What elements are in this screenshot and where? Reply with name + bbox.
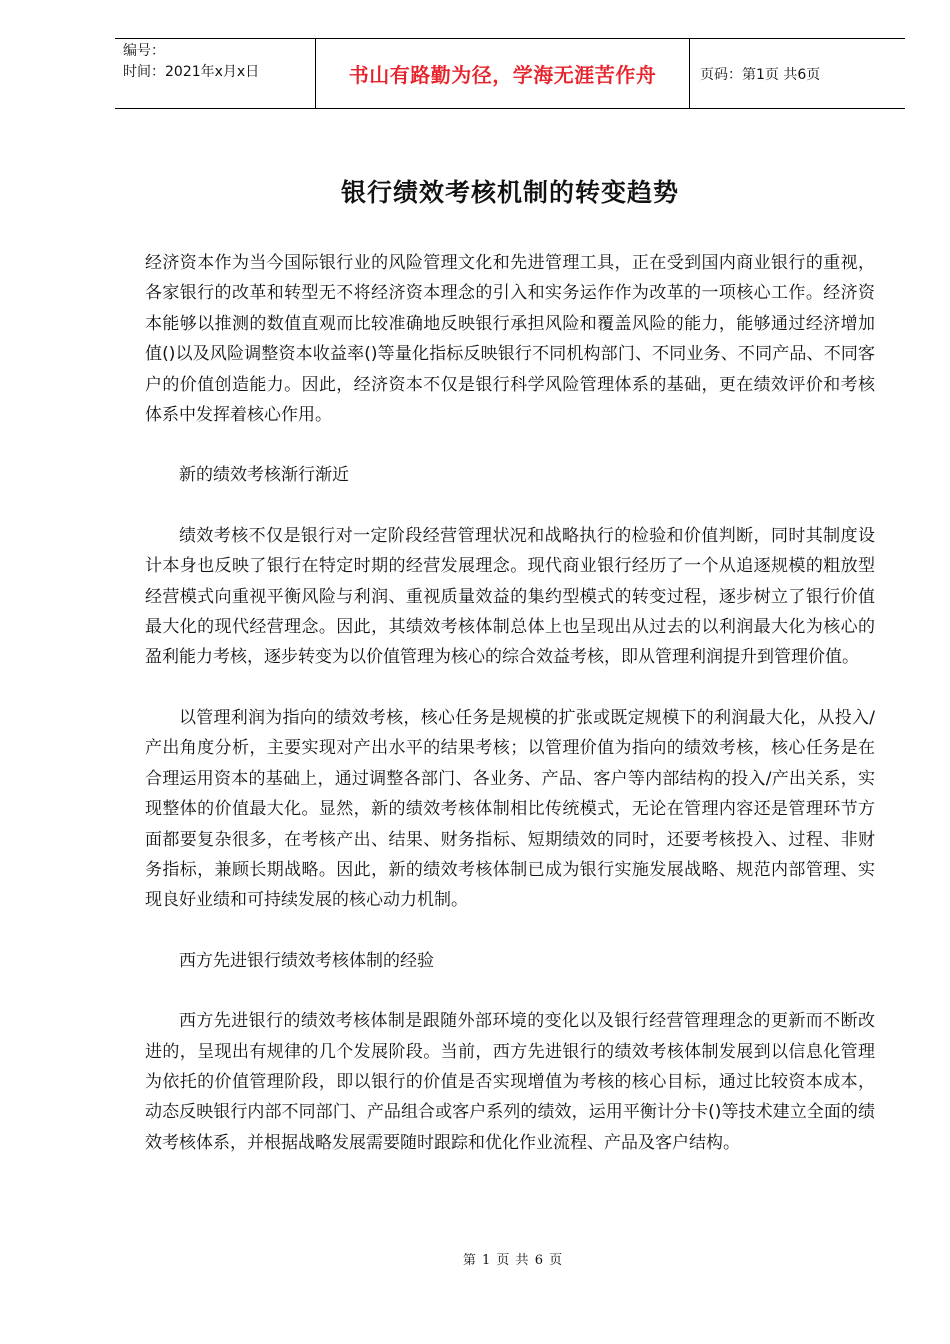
header-page-label: 页码：第1页 共6页: [700, 66, 821, 83]
document-body: [145, 248, 875, 1188]
paragraph-appraisal-evolution: 绩效考核不仅是银行对一定阶段经营管理状况和战略执行的检验和价值判断，同时其制度设计本身也反映了银行在特定时期的经营发展理念。现代商业银行经历了一个从追逐规模的粗放型经营模式向重视平衡风险与利润、重视质量效益的集约型模式的转变过程，逐步树立了银行价值最大化的现代经营理念。因此，其绩效考核体制总体上也呈现出从过去的以利润最大化为核心的盈利能力考核，逐步转变为以价值管理为核心的综合效益考核，即从管理利润提升到管理价值。: [145, 525, 875, 668]
section-heading-western-experience: 西方先进银行绩效考核体制的经验: [179, 950, 434, 971]
paragraph-western-banks: 西方先进银行的绩效考核体制是跟随外部环境的变化以及银行经营管理理念的更新而不断改进的，呈现出有规律的几个发展阶段。当前，西方先进银行的绩效考核体制发展到以信息化管理为依托的价值管理阶段，即以银行的价值是否实现增值为考核的核心目标，通过比较资本成本，动态反映银行内部不同部门、产品组合或客户系列的绩效，运用平衡计分卡()等技术建立全面的绩效考核体系，并根据战略发展需要随时跟踪和优化作业流程、产品及客户结构。: [145, 1011, 875, 1153]
header-motto: 书山有路勤为径，学海无涯苦作舟: [316, 39, 690, 108]
document-title: 银行绩效考核机制的转变趋势: [340, 178, 679, 207]
document-header: [115, 38, 905, 109]
time-label: 时间：2021年x月x日: [123, 64, 260, 80]
number-label: 编号：: [123, 43, 165, 59]
page-footer: 第 1 页 共 6 页: [462, 1253, 564, 1268]
paragraph-profit-vs-value: 以管理利润为指向的绩效考核，核心任务是规模的扩张或既定规模下的利润最大化，从投入/产出角度分析，主要实现对产出水平的结果考核；以管理价值为指向的绩效考核，核心任务是在合理运用资本的基础上，通过调整各部门、各业务、产品、客户等内部结构的投入/产出关系，实现整体的价值最大化。显然，新的绩效考核体制相比传统模式，无论在管理内容还是管理环节方面都要复杂很多，在考核产出、结果、财务指标、短期绩效的同时，还要考核投入、过程、非财务指标，兼顾长期战略。因此，新的绩效考核体制已成为银行实施发展战略、规范内部管理、实现良好业绩和可持续发展的核心动力机制。: [145, 707, 875, 911]
section-heading-new-appraisal: 新的绩效考核渐行渐近: [179, 465, 349, 486]
paragraph-intro: 经济资本作为当今国际银行业的风险管理文化和先进管理工具，正在受到国内商业银行的重视，各家银行的改革和转型无不将经济资本理念的引入和实务运作作为改革的一项核心工作。经济资本能够以推测的数值直观而比较准确地反映银行承担风险和覆盖风险的能力，能够通过经济增加值()以及风险调整资本收益率()等量化指标反映银行不同机构部门、不同业务、不同产品、不同客户的价值创造能力。因此，经济资本不仅是银行科学风险管理体系的基础，更在绩效评价和考核体系中发挥着核心作用。: [145, 253, 875, 426]
header-meta: [115, 39, 316, 108]
